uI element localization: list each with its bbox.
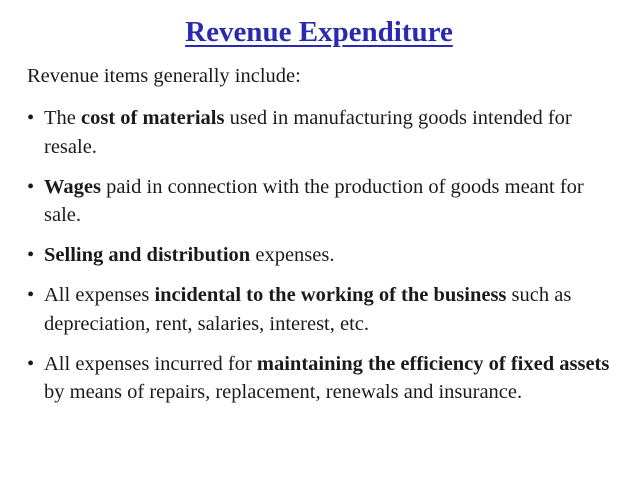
bullet-text-bold: cost of materials [81,107,225,129]
bullet-text-pre: All expenses [44,284,155,306]
bullet-item [27,104,617,161]
bullet-item [27,350,617,407]
bullet-dot-icon: • [27,175,35,198]
bullet-dot-icon: • [27,352,35,375]
bullet-text-post: used in manufacturing goods intended for resale. [44,107,572,158]
bullet-dot-icon: • [27,107,35,129]
bullet-text-bold: Wages [44,175,101,198]
slide-title-text: Revenue Expenditure [185,16,453,48]
bullet-text-pre: The [44,107,81,129]
intro-text: Revenue items generally include: [27,65,301,87]
bullet-text-post: such as depreciation, rent, salaries, interest, etc. [44,284,572,335]
bullet-text-bold: incidental to the working of the business [154,284,507,306]
slide-title [0,12,638,52]
bullet-dot-icon: • [27,284,35,306]
bullet-text-post: paid in connection with the production of goods meant for sale. [44,175,584,226]
bullet-item [27,173,617,230]
bullet-item [27,241,617,270]
bullet-text-post: by means of repairs, replacement, renewals and insurance. [44,381,523,403]
bullet-item [27,281,617,338]
bullet-text-post: expenses. [250,244,335,266]
bullet-text-pre: All expenses incurred for [44,352,257,375]
bullet-dot-icon: • [27,244,35,266]
bullet-text-bold: maintaining the efficiency of fixed assets [256,352,610,375]
bullet-list [27,104,617,418]
bullet-text-bold: Selling and distribution [44,244,251,266]
